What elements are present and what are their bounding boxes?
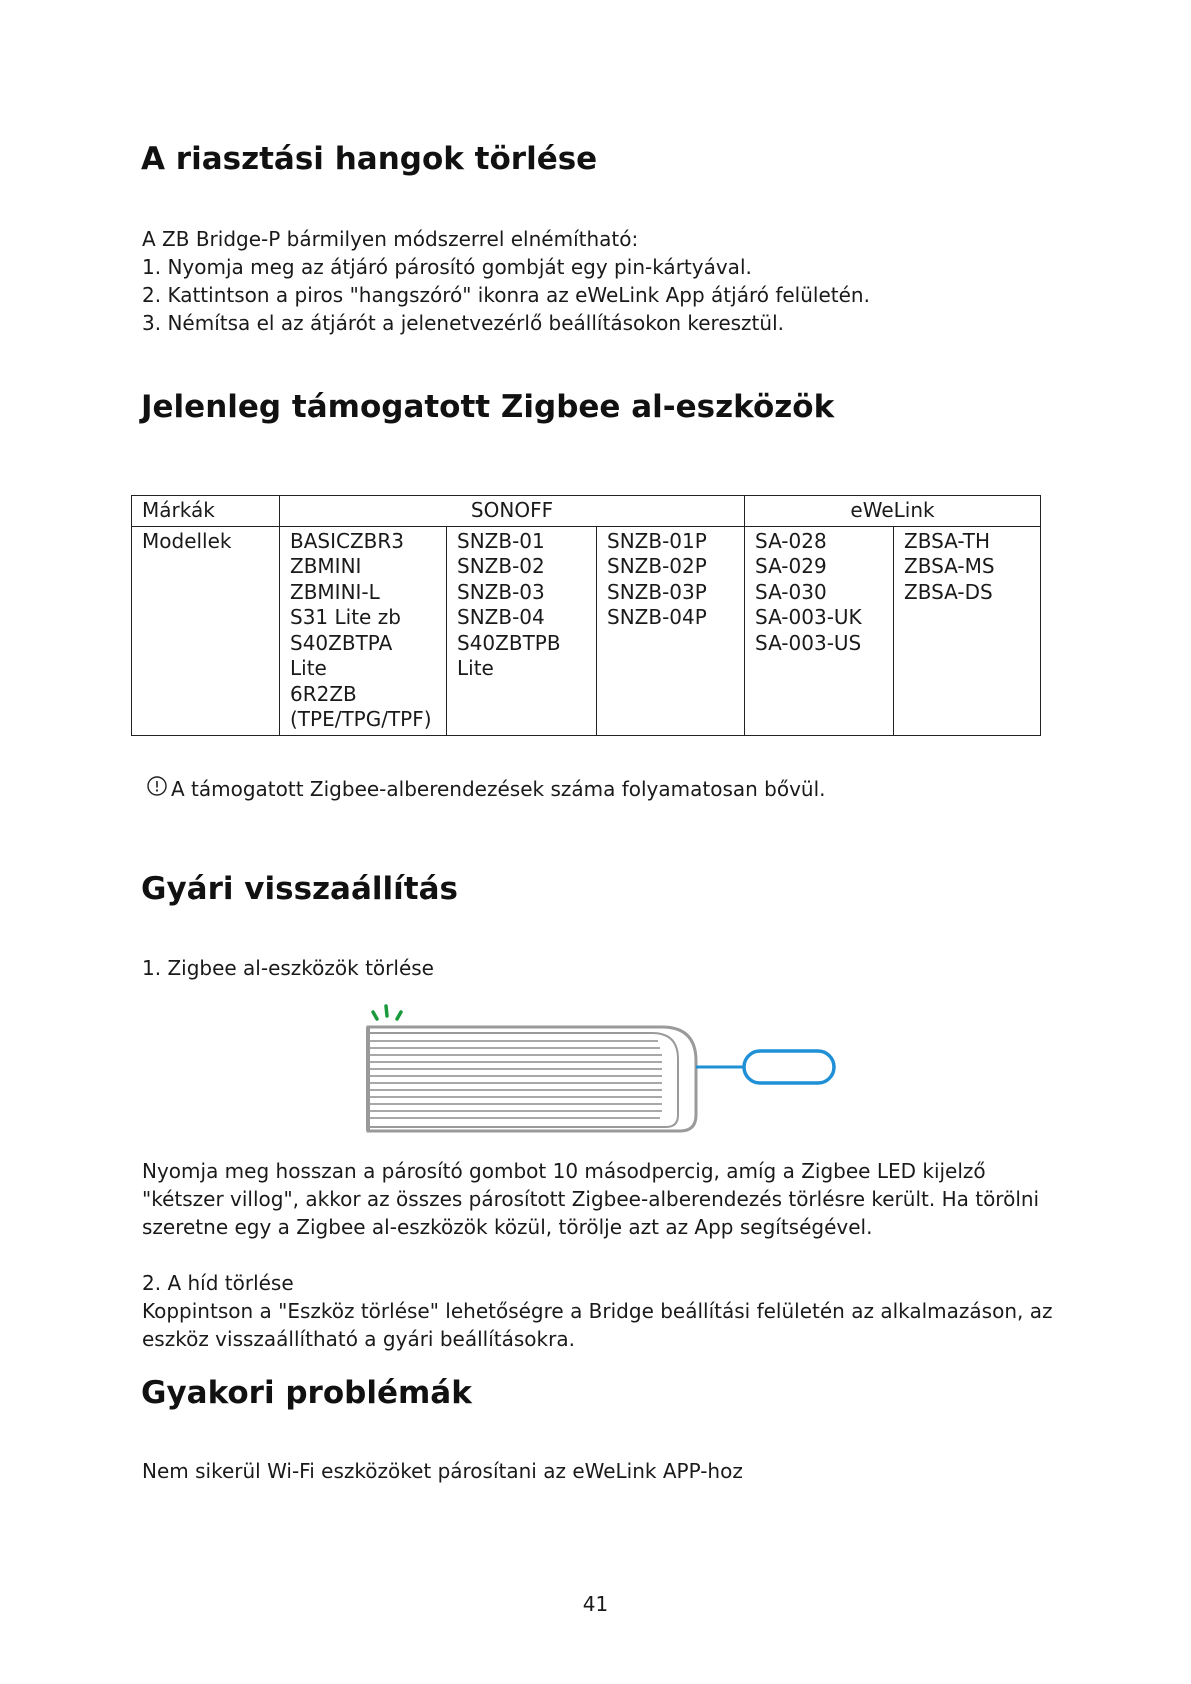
model-column-4 <box>745 526 894 735</box>
brand-ewelink-cell: eWeLink <box>745 496 1041 527</box>
model-item: SA-029 <box>755 554 827 578</box>
table-row-models <box>132 526 1041 735</box>
table-row-brands <box>132 496 1041 527</box>
model-column-2 <box>447 526 597 735</box>
model-item: ZBSA-MS <box>904 554 995 578</box>
text-line: "kétszer villog", akkor az összes párosított Zigbee-alberendezés törlésre került. Ha törölni <box>142 1187 1040 1211</box>
model-item: BASICZBR3 <box>290 528 405 553</box>
model-item: SNZB-03P <box>607 579 707 604</box>
brand-label-cell: Márkák <box>132 496 280 527</box>
text-line: Koppintson a "Eszköz törlése" lehetőségre a Bridge beállítási felületén az alkalmazáson, az <box>142 1299 1053 1323</box>
model-item: SNZB-04P <box>607 605 707 629</box>
model-item: Lite <box>290 656 327 680</box>
reset-step2-title: 2. A híd törlése <box>142 1271 294 1295</box>
alarm-instructions <box>142 225 870 337</box>
model-item: S40ZBTPA <box>290 630 393 655</box>
model-item: Lite <box>457 656 494 680</box>
brand-sonoff-cell: SONOFF <box>280 496 745 527</box>
model-item: SNZB-04 <box>457 605 545 629</box>
text-line: Nyomja meg hosszan a párosító gombot 10 másodpercig, amíg a Zigbee LED kijelző <box>142 1159 986 1183</box>
model-item: SNZB-02 <box>457 554 545 578</box>
pairing-button-icon <box>744 1051 834 1083</box>
model-column-3 <box>597 526 745 735</box>
model-item: SNZB-03 <box>457 579 545 604</box>
model-item: ZBSA-TH <box>904 528 991 553</box>
text-line: A ZB Bridge-P bármilyen módszerrel elnémítható: <box>142 227 639 251</box>
model-item: SA-003-US <box>755 630 862 655</box>
page-number: 41 <box>582 1592 609 1616</box>
heading-supported-devices: Jelenleg támogatott Zigbee al-eszközök <box>141 389 835 425</box>
heading-alarm-sounds: A riasztási hangok törlése <box>141 141 598 177</box>
model-item: ZBMINI <box>290 554 362 578</box>
model-item: ZBMINI-L <box>290 579 380 604</box>
model-item: SA-003-UK <box>755 605 862 629</box>
bridge-device-illustration <box>362 1003 842 1151</box>
heading-common-problems: Gyakori problémák <box>141 1375 472 1411</box>
text-line: 2. Kattintson a piros "hangszóró" ikonra az eWeLink App átjáró felületén. <box>142 283 870 307</box>
model-item: SA-028 <box>755 528 827 553</box>
faq-first-item: Nem sikerül Wi-Fi eszközöket párosítani az eWeLink APP-hoz <box>142 1459 743 1483</box>
model-item: 6R2ZB <box>290 681 357 706</box>
bridge-device-body <box>368 1027 696 1131</box>
reset-step1-description <box>142 1157 1039 1241</box>
model-item: S40ZBTPB <box>457 630 561 655</box>
model-label-cell: Modellek <box>132 526 280 735</box>
info-icon <box>146 775 168 797</box>
supported-devices-table <box>131 495 1041 736</box>
reset-step1-title: 1. Zigbee al-eszközök törlése <box>142 956 434 980</box>
text-line: 1. Nyomja meg az átjáró párosító gombját egy pin-kártyával. <box>142 255 752 279</box>
model-column-5 <box>894 526 1041 735</box>
heading-factory-reset: Gyári visszaállítás <box>141 871 458 907</box>
model-column-1 <box>280 526 447 735</box>
led-blink-icon <box>373 1006 401 1019</box>
model-item: SNZB-02P <box>607 554 707 578</box>
supported-note <box>146 777 826 801</box>
text-line: szeretne egy a Zigbee al-eszközök közül, törölje azt az App segítségével. <box>142 1215 873 1239</box>
text-line: eszköz visszaállítható a gyári beállításokra. <box>142 1327 575 1351</box>
model-item: ZBSA-DS <box>904 579 993 604</box>
model-item: SNZB-01 <box>457 528 545 553</box>
text-line: 3. Némítsa el az átjárót a jelenetvezérlő beállításokon keresztül. <box>142 311 784 335</box>
model-item: S31 Lite zb <box>290 605 401 629</box>
note-text: A támogatott Zigbee-alberendezések száma folyamatosan bővül. <box>171 777 826 801</box>
model-item: SNZB-01P <box>607 528 707 553</box>
reset-step2 <box>142 1269 1052 1353</box>
model-item: SA-030 <box>755 579 827 604</box>
model-item: (TPE/TPG/TPF) <box>290 707 432 731</box>
